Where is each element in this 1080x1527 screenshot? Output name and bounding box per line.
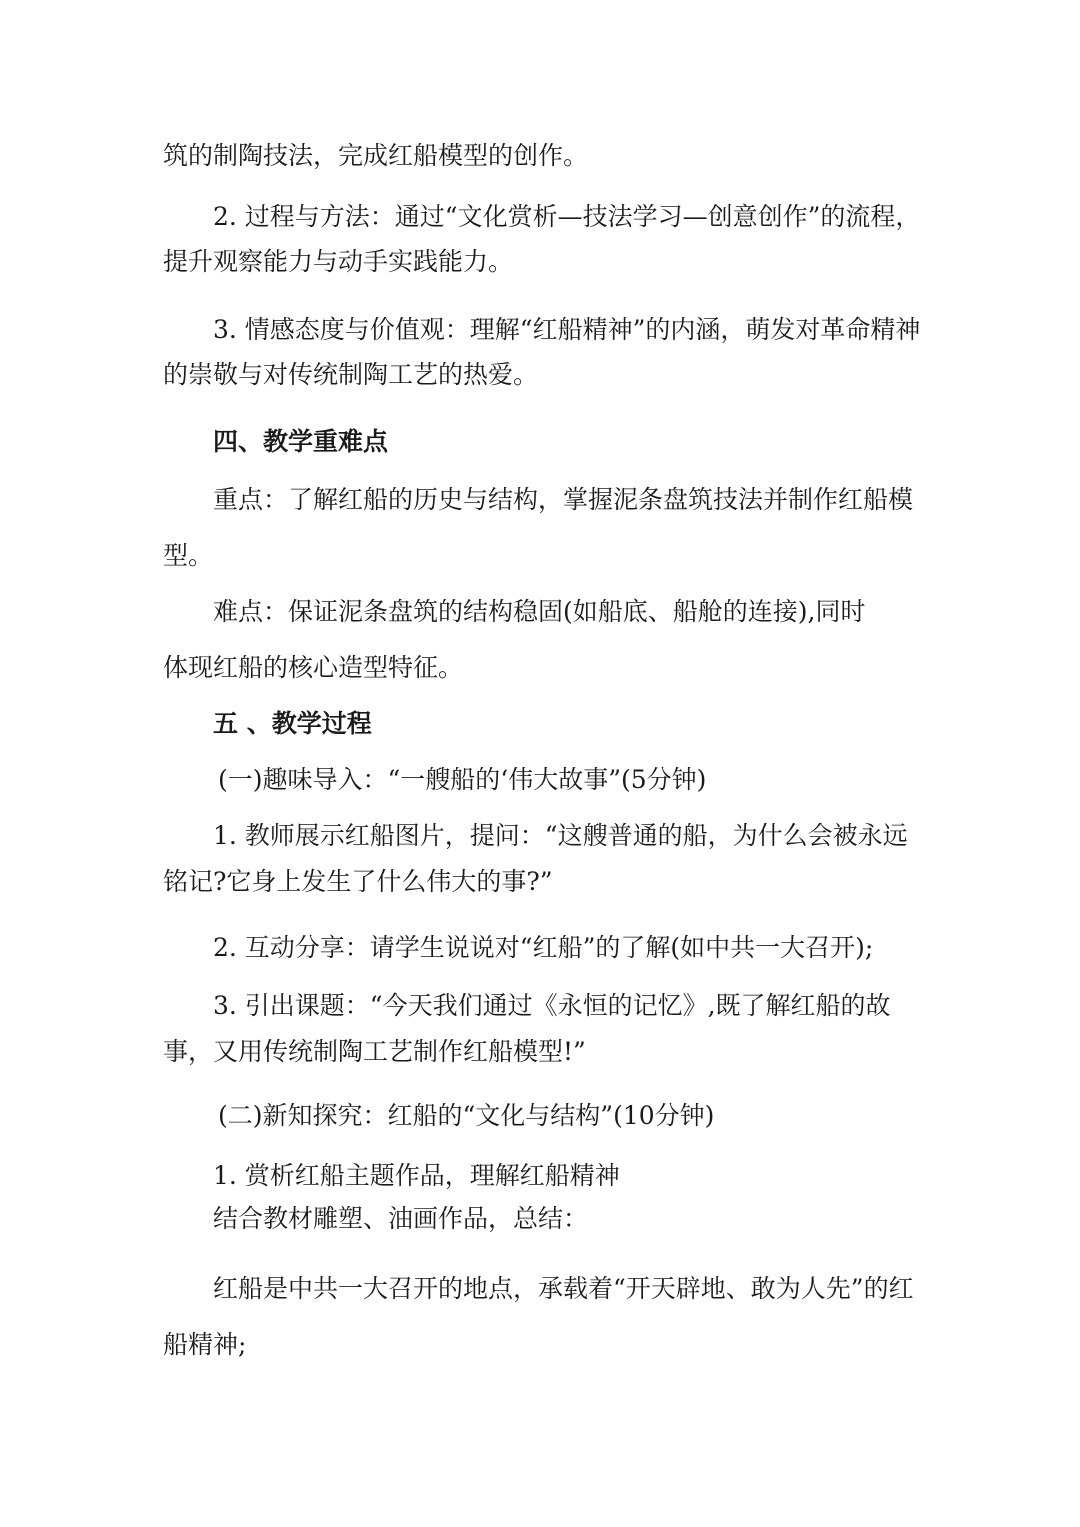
- section-heading: 四、教学重难点: [213, 427, 389, 456]
- text-line: 铭记?它身上发生了什么伟大的事?”: [163, 867, 553, 896]
- subsection-heading: (一)趣味导入：“一艘船的‘伟大故事”(5分钟): [218, 765, 707, 794]
- section-heading: 五 、教学过程: [213, 709, 372, 738]
- text-line: 2. 过程与方法：通过“文化赏析—技法学习—创意创作”的流程，: [213, 202, 921, 231]
- text-line: 难点：保证泥条盘筑的结构稳固(如船底、船舱的连接),同时: [213, 597, 866, 626]
- text-line: 体现红船的核心造型特征。: [163, 653, 464, 682]
- text-line: 筑的制陶技法，完成红船模型的创作。: [163, 141, 589, 170]
- text-line: 3. 情感态度与价值观：理解“红船精神”的内涵，萌发对革命精神: [213, 315, 921, 344]
- text-line: 提升观察能力与动手实践能力。: [163, 247, 514, 276]
- subsection-heading: (二)新知探究：红船的“文化与结构”(10分钟): [218, 1101, 715, 1130]
- text-line: 3. 引出课题：“今天我们通过《永恒的记忆》,既了解红船的故: [213, 991, 891, 1020]
- text-line: 船精神;: [163, 1330, 247, 1359]
- text-line: 事，又用传统制陶工艺制作红船模型!”: [163, 1037, 586, 1066]
- text-line: 结合教材雕塑、油画作品，总结：: [213, 1204, 589, 1233]
- text-line: 的崇敬与对传统制陶工艺的热爱。: [163, 360, 539, 389]
- text-line: 重点：了解红船的历史与结构，掌握泥条盘筑技法并制作红船模: [213, 485, 914, 514]
- text-line: 1. 教师展示红船图片，提问：“这艘普通的船，为什么会被永远: [213, 821, 908, 850]
- text-line: 型。: [163, 541, 214, 570]
- text-line: 2. 互动分享：请学生说说对“红船”的了解(如中共一大召开);: [213, 933, 874, 962]
- text-line: 红船是中共一大召开的地点，承载着“开天辟地、敢为人先”的红: [213, 1274, 914, 1303]
- text-line: 1. 赏析红船主题作品，理解红船精神: [213, 1161, 620, 1190]
